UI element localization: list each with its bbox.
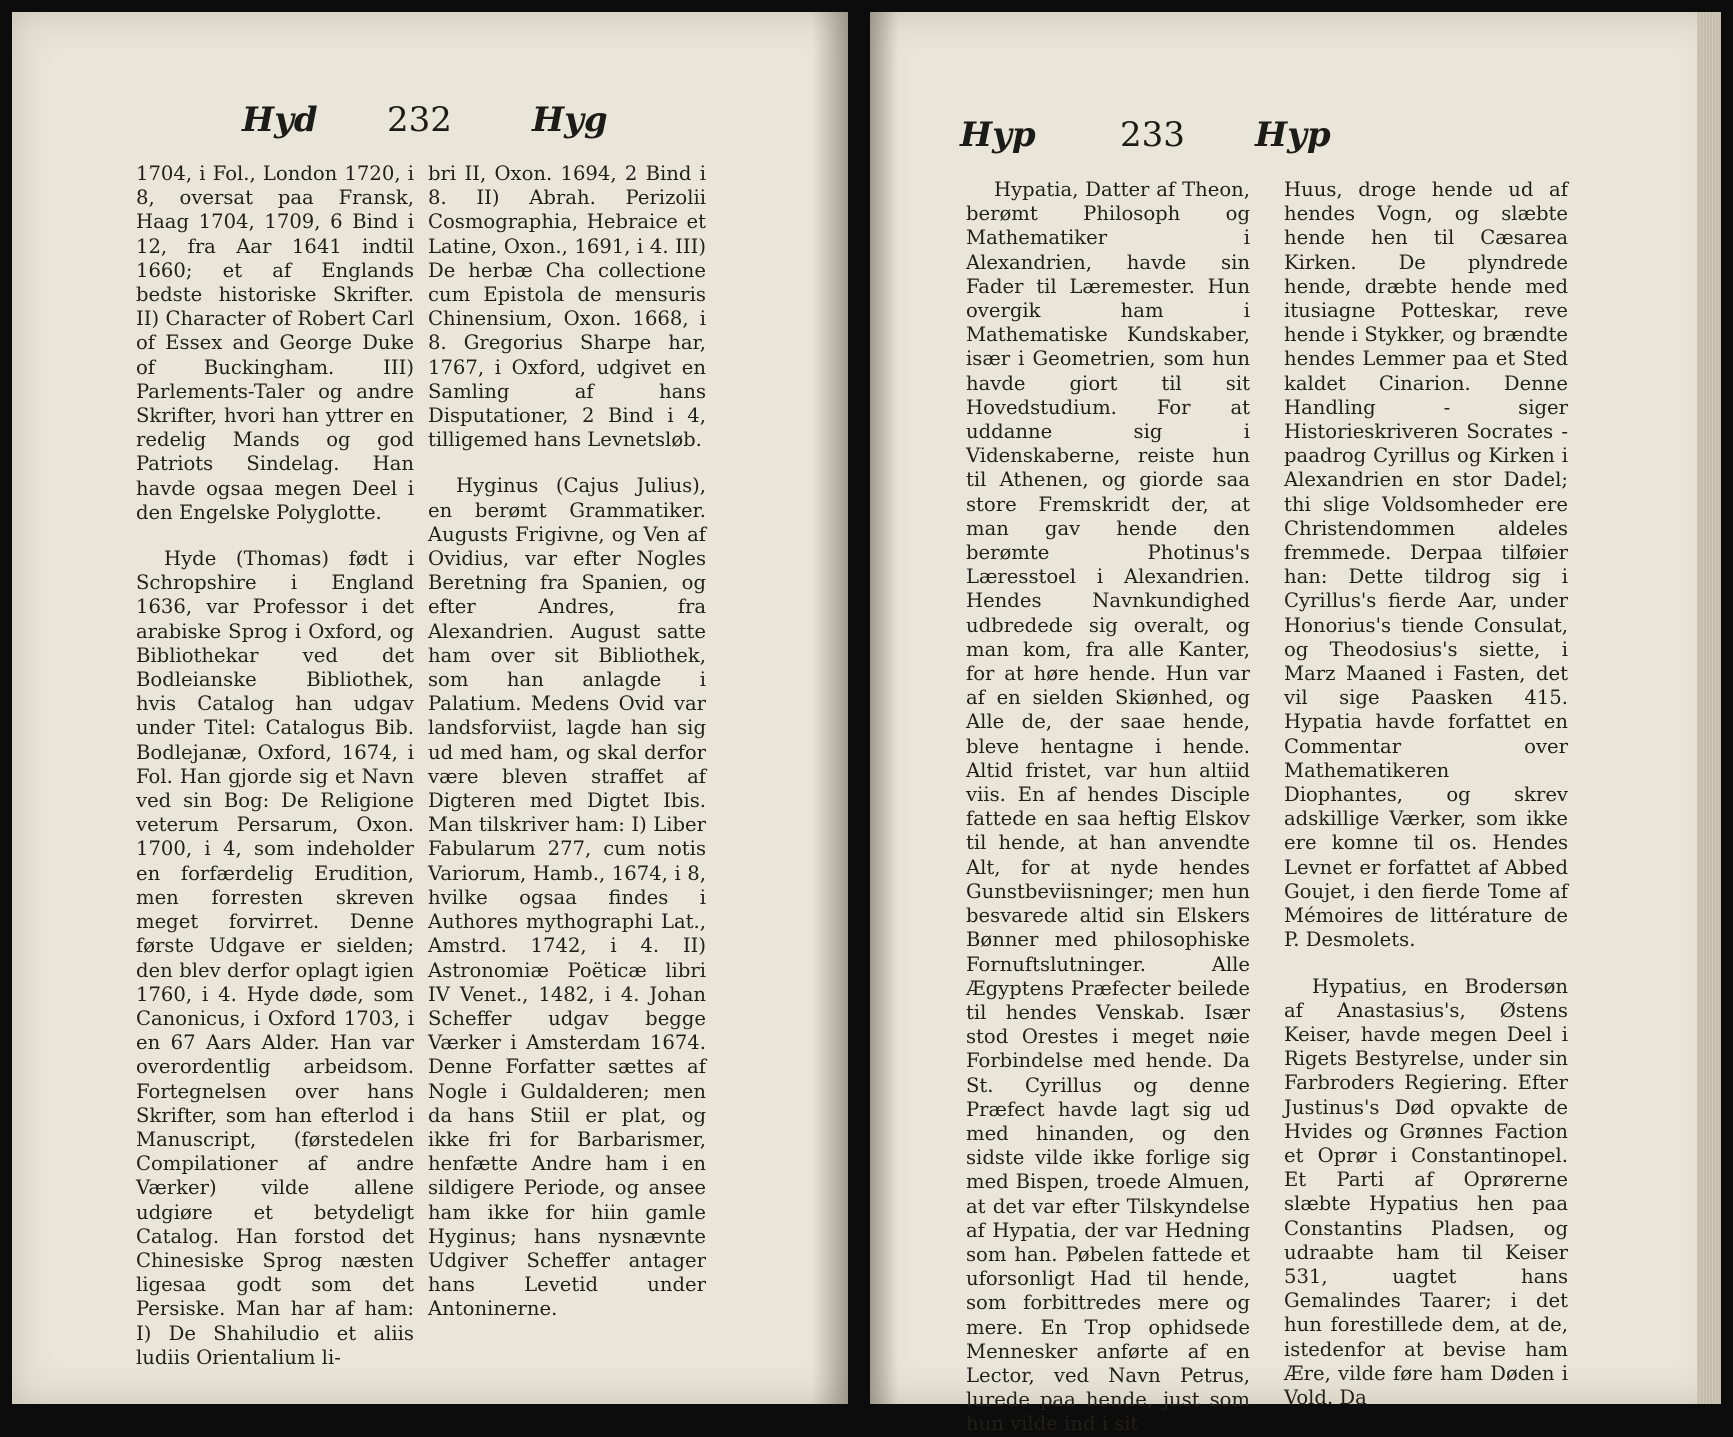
text-column-2 — [1284, 178, 1568, 1410]
running-head-left: Hyp — [960, 115, 1036, 155]
paragraph-entry-hyginus: Hyginus (Cajus Julius), en berømt Grammatiker. Augusts Frigivne, og Ven af Ovidius, var efter Nogles Beretning fra Spanien, og efter Andres, fra Alexandrien. August satte ham over sit Bibliothek, som han anlagde i Palatium. Medens Ovid var landsforviist, lagde han sig ud med ham, og skal derfor være bleven straffet af Digteren med Digtet Ibis. Man tilskriver ham: I) Liber Fabularum 277, cum notis Variorum, Hamb., 1674, i 8, hvilke ogsaa findes i Authores mythographi Lat., Amstrd. 1742, i 4. II) Astronomiæ Poëticæ libri IV Venet., 1482, i 4. Johan Scheffer udgav begge Værker i Amsterdam 1674. Denne Forfatter sættes af Nogle i Guldalderen; men da hans Stiil er plat, og ikke fri for Barbarismer, henfætte Andre ham i en sildigere Periode, og ansee ham ikke for hiin gamle Hyginus; hans nysnævnte Udgiver Scheffer antager hans Levetid under Antoninerne. — [428, 474, 706, 1321]
text-column-2 — [428, 162, 706, 1322]
paragraph-entry-hypatius: Hypatius, en Brodersøn af Anastasius's, Østens Keiser, havde megen Deel i Rigets Bestyrelse, under sin Farbroders Regiering. Efter Justinus's Død opvakte de Hvides og Grønnes Faction et Oprør i Constantinopel. Et Parti af Oprørerne slæbte Hypatius hen paa Constantins Pladsen, og udraabte ham til Keiser 531, uagtet hans Gemalindes Taarer; i det hun forestillede dem, at de, istedenfor at bevise ham Ære, vilde føre ham Døden i Vold. Da — [1284, 974, 1568, 1409]
running-head-right: Hyg — [532, 100, 608, 140]
paragraph-entry-hyde-thomas: Hyde (Thomas) født i Schropshire i England 1636, var Professor i det arabiske Sprog i Oxford, og Bibliothekar ved det Bodleianske Bibliothek, hvis Catalog han udgav under Titel: Catalogus Bib. Bodlejanæ, Oxford, 1674, i Fol. Han gjorde sig et Navn ved sin Bog: De Religione veterum Persarum, Oxon. 1700, i 4, som indeholder en forfærdelig Erudition, men forresten skreven meget forvirret. Denne første Udgave er sielden; den blev derfor oplagt igien 1760, i 4. Hyde døde, som Canonicus, i Oxford 1703, i en 67 Aars Alder. Han var overordentlig arbeidsom. Fortegnelsen over hans Skrifter, som han efterlod i Manuscript, (førstedelen Compilationer af andre Værker) vilde allene udgiøre et betydeligt Catalog. Han forstod det Chinesiske Sprog næsten ligesaa godt som det Persiske. Man har af ham: I) De Shahiludio et aliis ludiis Orientalium li- — [136, 547, 414, 1369]
paragraph: 1704, i Fol., London 1720, i 8, oversat paa Fransk, Haag 1704, 1709, 6 Bind i 12, fra Aar 1641 indtil 1660; et af Englands bedste historiske Skrifter. II) Character of Robert Carl of Essex and George Duke of Buckingham. III) Parlements-Taler og andre Skrifter, hvori han yttrer en redelig Mands og god Patriots Sindelag. Han havde ogsaa megen Deel i den Engelske Polyglotte. — [136, 162, 414, 524]
running-head-left: Hyd — [242, 100, 318, 140]
left-page — [12, 12, 848, 1404]
running-head-right: Hyp — [1255, 115, 1331, 155]
right-page — [870, 12, 1721, 1436]
paragraph: Huus, droge hende ud af hendes Vogn, og slæbte hende hen til Cæsarea Kirken. De plyndrede hende, dræbte hende med itusiagne Potteskar, reve hende i Stykker, og brændte hendes Lemmer paa et Sted kaldet Cinarion. Denne Handling - siger Historieskriveren Socrates - paadrog Cyrillus og Kirken i Alexandrien en stor Dadel; thi slige Voldsomheder ere Christendommen aldeles fremmede. Derpaa tilføier han: Dette tildrog sig i Cyrillus's fierde Aar, under Honorius's tiende Consulat, og Theodosius's siette, i Marz Maaned i Fasten, det vil sige Paasken 415. Hypatia havde forfattet en Commentar over Mathematikeren Diophantes, og skrev adskillige Værker, som ikke ere komne til os. Hendes Levnet er forfattet af Abbed Goujet, i den fierde Tome af Mémoires de littérature de P. Desmolets. — [1284, 178, 1568, 952]
paragraph-entry-hypatia: Hypatia, Datter af Theon, berømt Philosoph og Mathematiker i Alexandrien, havde sin Fader til Læremester. Hun overgik ham i Mathematiske Kundskaber, især i Geometrien, som hun havde giort til sit Hovedstudium. For at uddanne sig i Videnskaberne, reiste hun til Athenen, og giorde saa store Fremskridt der, at man gav hende den berømte Photinus's Læresstoel i Alexandrien. Hendes Navnkundighed udbredede sig overalt, og man kom, fra alle Kanter, for at høre hende. Hun var af en sielden Skiønhed, og Alle de, der saae hende, bleve hentagne i hende. Altid fristet, var hun altiid viis. En af hendes Disciple fattede en saa heftig Elskov til hende, at han anvendte Alt, for at nyde hendes Gunstbeviisninger; men hun besvarede altid sin Elskers Bønner med philosophiske Fornuftslutninger. Alle Ægyptens Præfecter beilede til hendes Venskab. Især stod Orestes i meget nøie Forbindelse med hende. Da St. Cyrillus og denne Præfect havde lagt sig ud med hinanden, og den sidste vilde ikke forlige sig med Bispen, troede Almuen, at det var efter Tilskyndelse af Hypatia, der var Hedning som han. Pøbelen fattede et uforsonligt Had til hende, som forbittredes mere og mere. En Trop ophidsede Mennesker anførte af en Lector, ved Navn Petrus, lurede paa hende, just som hun vilde ind i sit — [966, 178, 1250, 1436]
text-column-1 — [966, 178, 1250, 1437]
page-number: 233 — [1120, 115, 1185, 155]
paragraph: bri II, Oxon. 1694, 2 Bind i 8. II) Abrah. Perizolii Cosmographia, Hebraice et Latine, Oxon., 1691, i 4. III) De herbæ Cha collectione cum Epistola de mensuris Chinensium, Oxon. 1668, i 8. Gregorius Sharpe har, 1767, i Oxford, udgivet en Samling af hans Disputationer, 2 Bind i 4, tilligemed hans Levnetsløb. — [428, 162, 706, 452]
page-number: 232 — [387, 100, 452, 140]
text-column-1 — [136, 162, 414, 1370]
